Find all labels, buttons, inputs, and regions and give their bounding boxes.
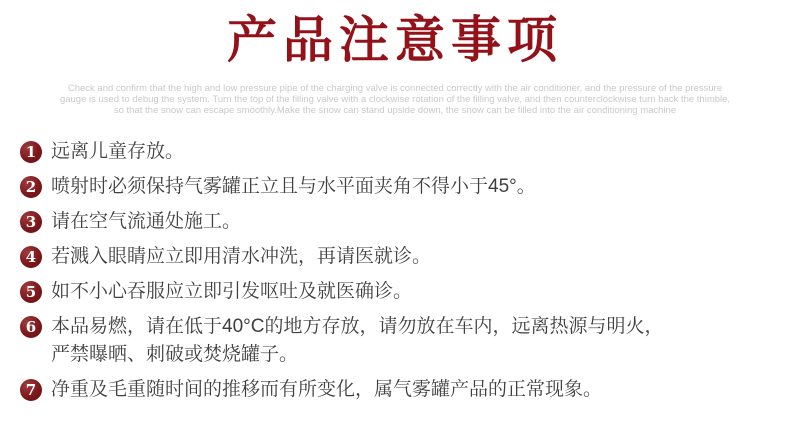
notice-text [51, 376, 602, 404]
notice-line: 远离儿童存放。 [51, 141, 185, 162]
subtitle-line: so that the snow can escape smoothly.Make the snow can stand upside down, the snow can be filled into the air conditioning machine [113, 105, 677, 116]
notice-line: 请在空气流通处施工。 [51, 211, 242, 232]
notice-item-7 [20, 376, 776, 404]
notice-line: 严禁曝晒、刺破或焚烧罐子。 [51, 344, 299, 365]
number-badge-3: 3 [20, 211, 42, 233]
notice-text [51, 208, 241, 236]
notice-item-1 [20, 138, 776, 166]
subtitle-line: Check and confirm that the high and low pressure pipe of the charging valve is connected correctly with the air conditioner, and the pressure of the pressure [67, 83, 723, 94]
number-badge-2: 2 [20, 176, 42, 198]
notice-line: 喷射时必须保持气雾罐正立且与水平面夹角不得小于45°。 [51, 176, 536, 197]
number-badge-6: 6 [20, 316, 42, 338]
notice-text [51, 173, 536, 201]
notice-text [51, 278, 412, 306]
subtitle-line: gauge is used to debug the system. Turn the top of the filling valve with a clockwise rotation of the filling valve, and then counterclockwise turn back the thimble, [59, 94, 731, 105]
notice-line: 如不小心吞服应立即引发呕吐及就医确诊。 [51, 281, 413, 302]
notice-item-2 [20, 173, 776, 201]
number-badge-7: 7 [20, 379, 42, 401]
number-badge-1: 1 [20, 141, 42, 163]
notice-item-6 [20, 313, 776, 369]
number-badge-5: 5 [20, 281, 42, 303]
number-badge-4: 4 [20, 246, 42, 268]
notice-text [51, 138, 184, 166]
notice-item-4 [20, 243, 776, 271]
notice-list [0, 138, 790, 404]
notice-line: 净重及毛重随时间的推移而有所变化，属气雾罐产品的正常现象。 [51, 379, 603, 400]
notice-line: 若溅入眼睛应立即用清水冲洗，再请医就诊。 [51, 246, 432, 267]
notice-text [51, 313, 663, 369]
notice-item-3 [20, 208, 776, 236]
notice-item-5 [20, 278, 776, 306]
page-title: 产品注意事项 [227, 12, 563, 68]
subtitle-english-text [0, 83, 790, 116]
notice-text [51, 243, 431, 271]
notice-line: 本品易燃，请在低于40°C的地方存放，请勿放在车内，远离热源与明火， [51, 316, 664, 337]
